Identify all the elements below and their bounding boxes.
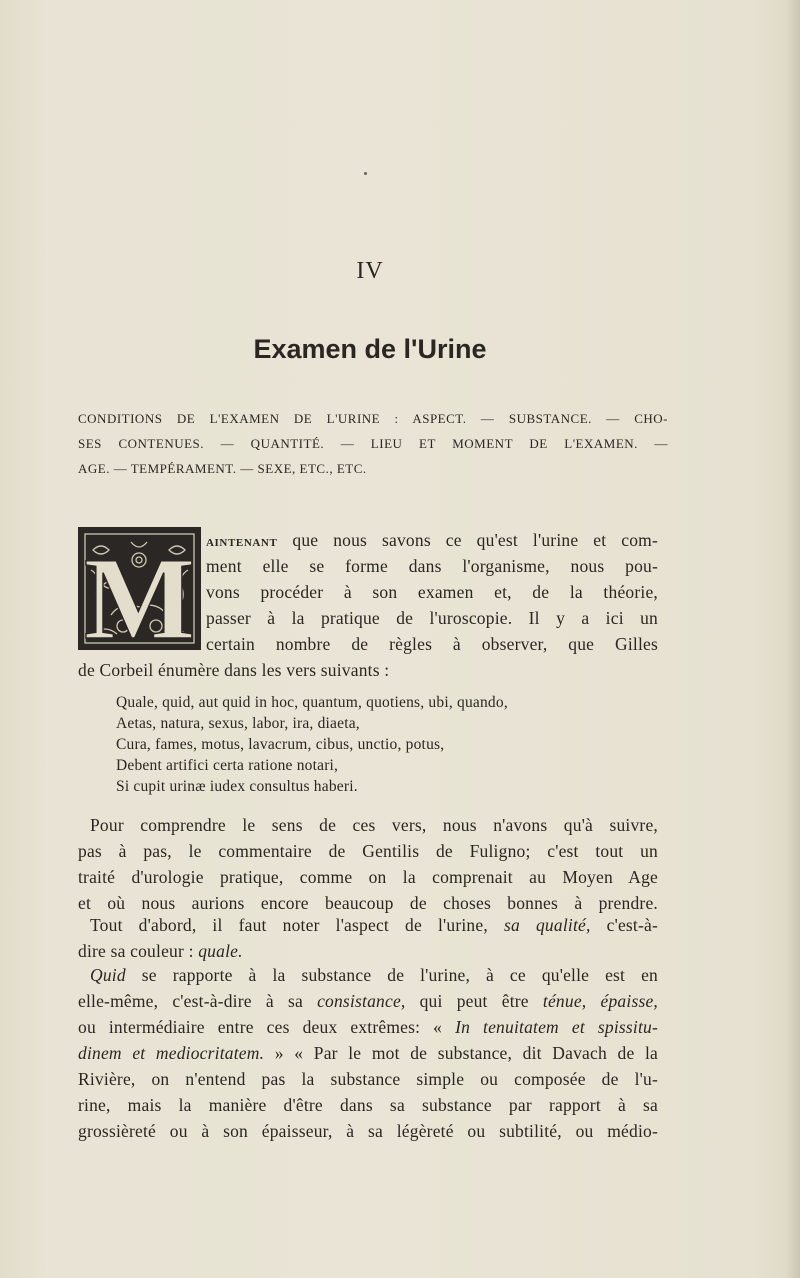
paragraph-quale [78,912,658,964]
verse-line: Cura, fames, motus, lavacrum, cibus, unctio, potus, [116,736,445,753]
italic-quote: In tenuitatem et spissitu- [455,1017,658,1037]
italic-term: quale. [198,941,243,961]
paragraph-text: que nous savons ce qu'est l'urine et com- [277,530,658,550]
paragraph-commentary [78,812,658,916]
paragraph-text [586,991,600,1011]
paragraph-text: se rapporte à la substance de l'urine, à ce qu'elle est en [125,965,658,985]
dropcap-letter: M [83,533,196,647]
summary-line: SES CONTENUES. — QUANTITÉ. — LIEU ET MOMENT DE L'EXAMEN. — [78,436,668,451]
italic-term: consistance, [317,991,406,1011]
paragraph-line: Rivière, on n'entend pas la substance simple ou composée de l'u- [78,1069,658,1089]
paragraph-line [78,988,658,1014]
paragraph-line [78,962,658,988]
paragraph-line: pas à pas, le commentaire de Gentilis de Fuligno; c'est tout un [78,841,658,861]
paragraph-line [78,938,658,964]
paragraph-text: » « Par le mot de substance, dit Davach de la [264,1043,658,1063]
paragraph-line: grossièreté ou à son épaisseur, à sa légèreté ou subtilité, ou médio- [78,1121,658,1141]
paragraph-line: rine, mais la manière d'être dans sa substance par rapport à sa [78,1095,658,1115]
paragraph-text: ou intermédiaire entre ces deux extrêmes: « [78,1017,456,1037]
paragraph-line: de Corbeil énumère dans les vers suivants : [78,660,390,680]
paragraph-quid [78,962,658,1144]
paragraph-line: vons procéder à son examen et, de la théorie, [206,582,658,602]
chapter-title: Examen de l'Urine [253,334,487,364]
paragraph-line [78,1040,658,1066]
verse-line: Debent artifici certa ratione notari, [116,757,339,774]
italic-quote: dinem et mediocritatem. [78,1043,265,1063]
paragraph-line [78,812,658,838]
paragraph-text: elle-même, c'est-à-dire à sa [78,991,318,1011]
italic-term: ténue, [542,991,587,1011]
opening-paragraph-continued [78,657,658,683]
page-edge-shadow [786,0,800,1278]
paragraph-line [206,527,658,553]
paragraph-text: Tout d'abord, il faut noter l'aspect de l'urine, [90,915,504,935]
paragraph-text: qui peut être [405,991,543,1011]
paragraph-text: dire sa couleur : [78,941,199,961]
paragraph-line [78,1014,658,1040]
chapter-summary [78,406,668,481]
chapter-number: IV [356,258,384,284]
verse-line: Quale, quid, aut quid in hoc, quantum, quotiens, ubi, quando, [116,694,508,711]
paragraph-text: Pour comprendre le sens de ces vers, nous n'avons qu'à suivre, [90,815,658,835]
italic-term: épaisse, [600,991,658,1011]
summary-line: CONDITIONS DE L'EXAMEN DE L'URINE : ASPECT. — SUBSTANCE. — CHO- [78,411,668,426]
ornamental-dropcap [78,527,201,650]
print-speck [364,172,367,175]
paragraph-line: passer à la pratique de l'uroscopie. Il y a ici un [206,608,658,628]
paragraph-line [78,912,658,938]
paragraph-line: certain nombre de règles à observer, que Gilles [206,634,658,654]
latin-verses [116,692,656,797]
opening-paragraph [206,527,658,657]
paragraph-line: et où nous aurions encore beaucoup de choses bonnes à prendre. [78,893,658,913]
paragraph-line: ment elle se forme dans l'organisme, nous pou- [206,556,658,576]
verse-line: Si cupit urinæ iudex consultus haberi. [116,778,358,795]
dropcap-ornament-icon [81,530,198,647]
paragraph-text: c'est-à- [590,915,658,935]
verse-line: Aetas, natura, sexus, labor, ira, diaeta, [116,715,360,732]
summary-line: AGE. — TEMPÉRAMENT. — SEXE, ETC., ETC. [78,461,367,476]
italic-term: sa qualité, [503,915,591,935]
opening-small-caps: aintenant [206,534,278,550]
italic-term: Quid [90,965,126,985]
paragraph-line: traité d'urologie pratique, comme on la comprenait au Moyen Age [78,867,658,887]
